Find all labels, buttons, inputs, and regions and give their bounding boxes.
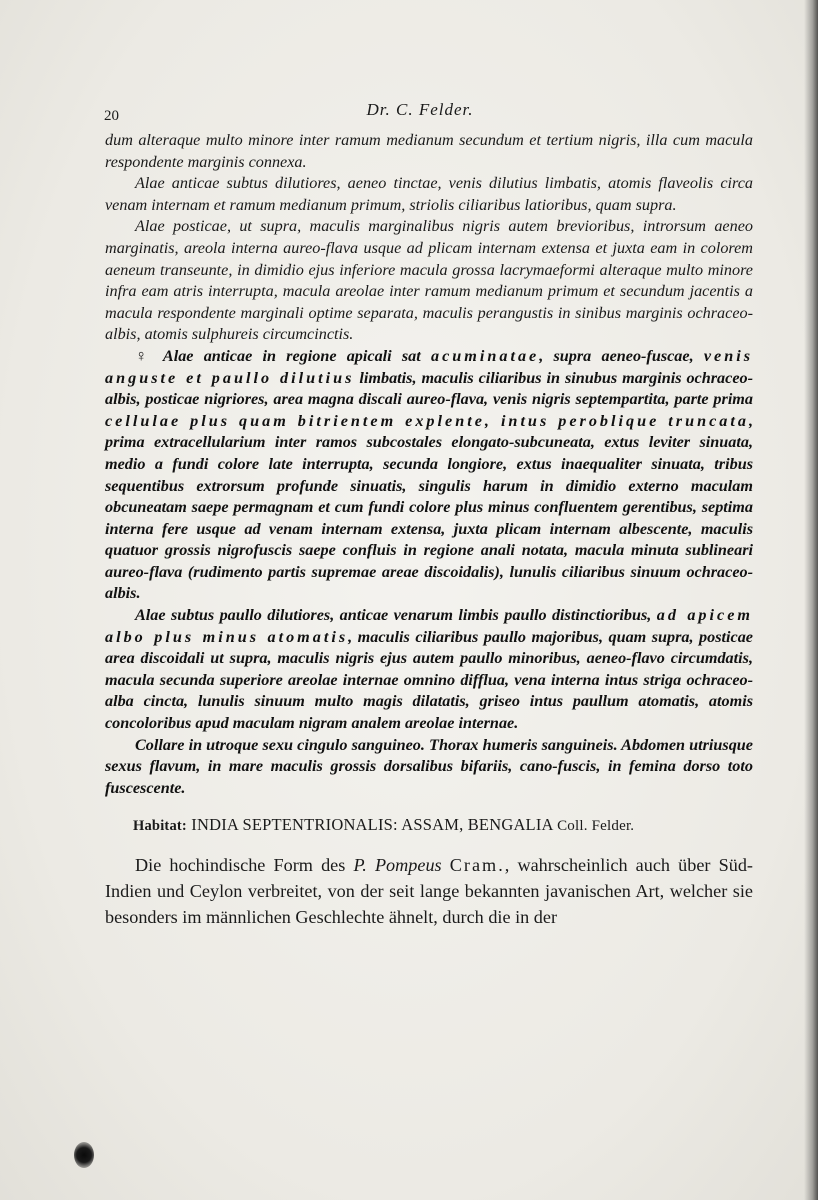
species-name: P. Pompeus (353, 855, 442, 876)
p4-text-d: , prima extracellularium inter ramos subcostales elongato-subcuneata, extus leviter sinuata, medio a fundi colore late interrupta, secunda longiore, extus inaequaliter sinuata, tribus sequentibus extrorsum profunde sinuatis, singulis harum in dimidio externo maculam obcuneatam saepe permagnam et cum fundi colore plus minus confluentem gerentibus, septima interna fere usque ad venam internam extensa, juxta plicam internam albescente, maculis quatuor grossis nigrofuscis saepe confluis in regione anali notata, macula minuta sublineari aureo-flava (rudimento partis supremae areae discoidalis), lunulis ciliaribus sinuum ochraceo-albis. (105, 411, 753, 603)
p4-text-a: Alae anticae in regione apicali sat (153, 346, 431, 365)
author-name: Cram. (449, 855, 505, 876)
german-paragraph (105, 852, 753, 930)
running-title: Dr. C. Felder. (366, 100, 474, 119)
ink-blot (74, 1142, 94, 1168)
paragraph-1: dum alteraque multo minore inter ramum medianum secundum et tertium nigris, illa cum macula respondente marginis connexa. (105, 131, 753, 171)
habitat-label: Habitat: (133, 818, 187, 835)
page-number: 20 (104, 108, 119, 124)
german-text-b: , wahrscheinlich auch über Süd-Indien und Ceylon verbreitet, von der seit lange bekannten javanischen Art, welcher sie besonders im männlichen Geschlechte ähnelt, durch die in der (105, 855, 753, 928)
p4-spaced-c: cellulae plus quam bitrientem explente, intus peroblique truncata (105, 411, 749, 430)
female-symbol: ♀ (135, 346, 154, 365)
p4-text-b: , supra aeneo-fuscae, (539, 346, 704, 365)
german-space (442, 855, 450, 875)
paragraph-3: Alae posticae, ut supra, maculis marginalibus nigris autem brevioribus, introrsum aeneo marginatis, areola interna aureo-flava usque ad plicam internam extensa et juxta eam in colorem aeneum transeunte, in dimidio ejus inferiore macula grossa lacrymaeformi alteraque multo minore infra eam atris interrupta, macula areolae inter ramum medianum primum et secundum jacentis a macula respondente marginali optime separata, maculis perangustis in sinibus marginis ochraceo-albis, atomis sulphureis circumcinctis. (105, 217, 753, 344)
p4-text-c: limbatis, maculis ciliaribus in sinubus marginis ochraceo-albis, posticae nigriores, area magna discali aureo-flava, venis nigris septempartita, parte prima (105, 368, 753, 409)
habitat-collection: Coll. Felder. (557, 818, 635, 835)
habitat-text: INDIA SEPTENTRIONALIS: ASSAM, BENGALIA (186, 815, 558, 835)
paragraph-6: Collare in utroque sexu cingulo sanguineo. Thorax humeris sanguineis. Abdomen utriusque sexus flavum, in mare maculis grossis dorsalibus bifariis, cano-fuscis, in femina dorso toto fuscescente. (105, 735, 753, 797)
page-header (100, 100, 740, 126)
p5-text-b: , maculis ciliaribus paullo majoribus, quam supra, posticae area discoidali ut supra, maculis nigris ejus autem paullo minoribus, aeneo-flavo circumdatis, macula secunda superiore areolae internae omnino difflua, vena interna intus striga ochraceo-alba cincta, lunulis sinuum multo magis dilatatis, griseo intus paullum atomatis, atomis concoloribus apud maculam nigram analem areolae internae. (105, 627, 753, 733)
german-text-a: Die hochindische Form des (135, 855, 354, 876)
p5-text-a: Alae subtus paullo dilutiores, anticae venarum limbis paullo distinctioribus, (135, 606, 657, 625)
body-text (105, 130, 753, 930)
page-edge-shadow (804, 0, 818, 1200)
paragraph-2: Alae anticae subtus dilutiores, aeneo tinctae, venis dilutius limbatis, atomis flaveolis circa venam internam et ramum medianum primum, striolis ciliaribus latioribus, quam supra. (105, 174, 753, 214)
p4-spaced-b: venis anguste et paullo dilutius (105, 346, 754, 387)
p4-spaced-a: acuminatae (430, 346, 540, 365)
paragraph-4-female (105, 346, 753, 605)
p5-spaced-a: ad apicem albo plus minus atomatis (105, 606, 753, 646)
habitat-line (105, 813, 753, 838)
paragraph-5 (105, 605, 753, 735)
